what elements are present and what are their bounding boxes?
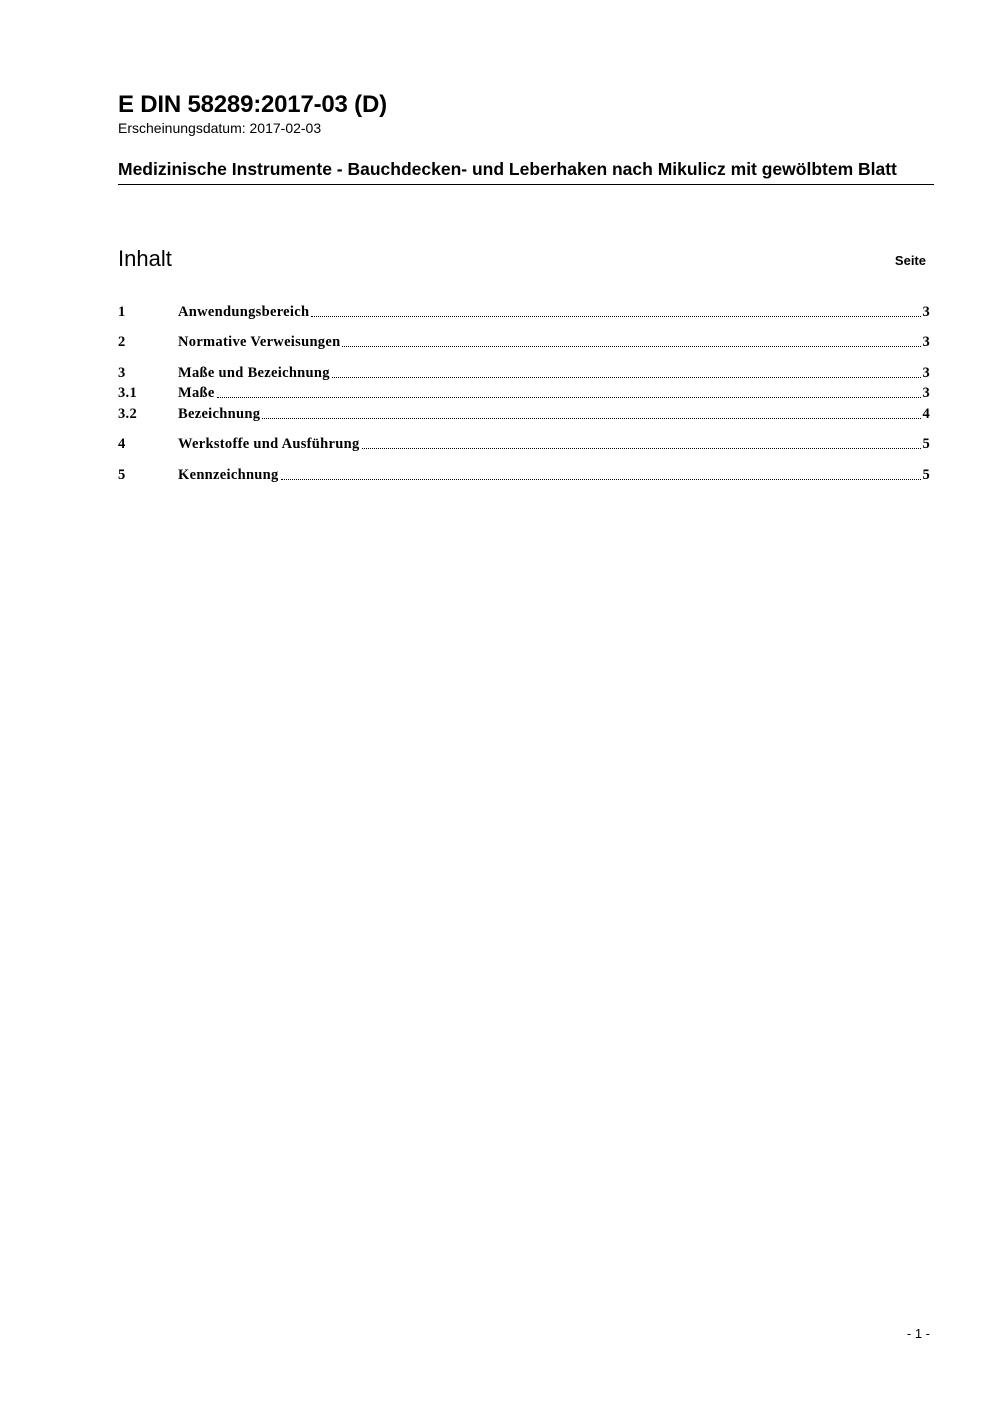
toc-entry-3[interactable]: [118, 363, 930, 383]
toc-entry-4[interactable]: [118, 434, 930, 454]
toc-entry-page: 5: [922, 436, 930, 452]
toc-entry-title: Maße und Bezeichnung: [178, 365, 330, 381]
toc-entry-title: Maße: [178, 385, 215, 401]
toc-entry-title: Anwendungsbereich: [178, 304, 310, 320]
toc-entry-number: 1: [118, 304, 126, 320]
toc-entry-title: Bezeichnung: [178, 406, 261, 422]
toc-page-label: Seite: [894, 253, 926, 268]
toc-dot-leader: [262, 418, 921, 419]
toc-dot-leader: [332, 377, 922, 378]
toc-entry-3-2[interactable]: [118, 404, 930, 424]
toc-entry-title: Werkstoffe und Ausführung: [178, 436, 360, 452]
toc-entry-page: 3: [922, 304, 930, 320]
toc-dot-leader: [281, 479, 922, 480]
toc-dot-leader: [311, 316, 921, 317]
toc-entry-5[interactable]: [118, 465, 930, 485]
publication-date: Erscheinungsdatum: 2017-02-03: [118, 120, 322, 136]
toc-entry-number: 3.2: [118, 406, 138, 422]
toc-entry-page: 3: [922, 385, 930, 401]
toc-entry-page: 3: [922, 365, 930, 381]
toc-heading: Inhalt: [118, 246, 172, 271]
toc-entry-page: 3: [922, 334, 930, 350]
toc-dot-leader: [362, 448, 922, 449]
document-header: [118, 90, 934, 136]
toc-entry-2[interactable]: [118, 332, 930, 352]
toc-entry-3-1[interactable]: [118, 383, 930, 403]
toc-entry-number: 5: [118, 467, 126, 483]
toc-entry-page: 4: [922, 406, 930, 422]
document-title: Medizinische Instrumente - Bauchdecken- und Leberhaken nach Mikulicz mit gewölbtem Blatt: [118, 158, 934, 185]
toc-entry-number: 4: [118, 436, 126, 452]
toc-entry-page: 5: [922, 467, 930, 483]
toc-entry-title: Kennzeichnung: [178, 467, 279, 483]
toc-heading-row: [118, 244, 926, 274]
document-number: E DIN 58289:2017-03 (D): [118, 91, 387, 118]
toc-entry-title: Normative Verweisungen: [178, 334, 341, 350]
toc-entry-number: 3: [118, 365, 126, 381]
toc-dot-leader: [342, 346, 921, 347]
toc-dot-leader: [217, 397, 922, 398]
toc-entry-number: 2: [118, 334, 126, 350]
toc-entry-number: 3.1: [118, 385, 138, 401]
toc-entry-1[interactable]: [118, 302, 930, 322]
page-number: - 1 -: [906, 1326, 930, 1341]
